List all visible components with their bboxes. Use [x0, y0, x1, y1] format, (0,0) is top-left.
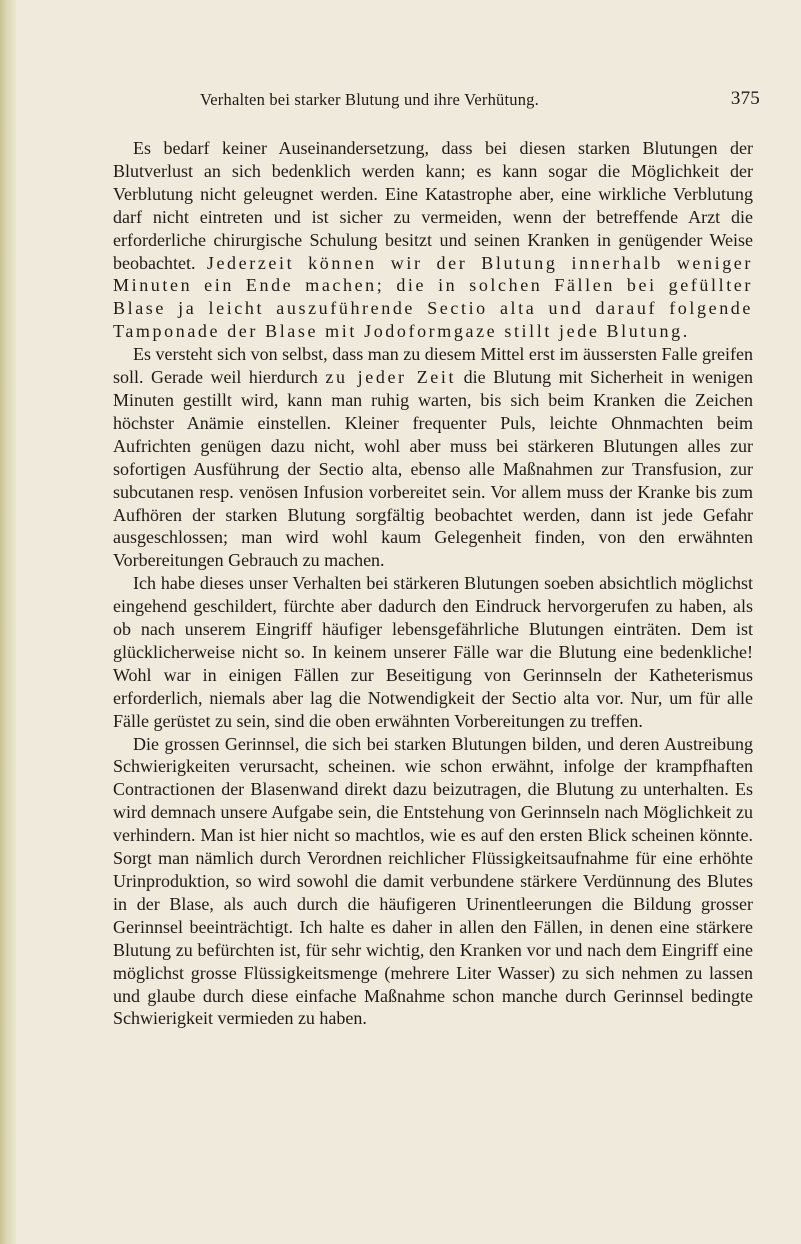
paragraph-2-text-end: die Blutung mit Sicherheit in wenigen Minuten gestillt wird, kann man ruhig warten, bis sich beim Kranken die Zeichen höchster Anämie einstellen. Kleiner frequenter Puls, leichte Ohnmachten beim Aufrichten genügen dazu nicht, wohl aber muss bei stärkeren Blutungen alles zur sofortigen Ausführung der Sectio alta, ebenso alle Maßnahmen zur Transfusion, zur subcutanen resp. venösen Infusion vorbereitet sein. Vor allem muss der Kranke bis zum Aufhören der starken Blutung sorgfältig beobachtet werden, dann ist jede Gefahr ausgeschlossen; man wird wohl kaum Gelegenheit finden, von den erwähnten Vorbereitungen Gebrauch zu machen. [113, 367, 753, 571]
paragraph-1-text: Es bedarf keiner Auseinandersetzung, dass bei diesen starken Blutungen der Blutverlust an sich bedenklich werden kann; es kann sogar die Möglichkeit der Verblutung nicht geleugnet werden. Eine Katastrophe aber, eine wirkliche Verblutung darf nicht eintreten und ist sicher zu vermeiden, wenn der betreffende Arzt die erforderliche chirurgische Schulung besitzt und seinen Kranken in genügender Weise beobachtet. [113, 138, 753, 273]
page-number: 375 [730, 88, 760, 109]
running-title: Verhalten bei starker Blutung und ihre Verhütung. [200, 90, 539, 109]
paragraph-2-text-start: Es versteht sich von selbst, dass man zu diesem Mittel erst im äussersten Falle greifen soll. Gerade weil hierdurch [113, 344, 753, 388]
paragraph-4: Die grossen Gerinnsel, die sich bei starken Blutungen bilden, und deren Austreibung Schwierigkeiten verursacht, scheinen. wie schon erwähnt, infolge der krampfhaften Contractionen der Blasenwand direkt dazu beizutragen, die Blutung zu unterhalten. Es wird demnach unsere Aufgabe sein, die Entstehung von Gerinnseln nach Möglichkeit zu verhindern. Man ist hier nicht so machtlos, wie es auf den ersten Blick scheinen könnte. Sorgt man nämlich durch Verordnen reichlicher Flüssigkeitsaufnahme für eine erhöhte Urinproduktion, so wird sowohl die damit verbundene stärkere Verdünnung des Blutes in der Blase, als auch durch die häufigeren Urinentleerungen die Bildung grosser Gerinnsel beeinträchtigt. Ich halte es daher in allen den Fällen, in denen eine stärkere Blutung zu befürchten ist, für sehr wichtig, den Kranken vor und nach dem Eingriff eine möglichst grosse Flüssigkeitsmenge (mehrere Liter Wasser) zu sich nehmen zu lassen und glaube durch diese einfache Maßnahme schon manche durch Gerinnsel bedingte Schwierigkeit vermieden zu haben. [113, 733, 753, 1029]
paragraph-2-emphasis: zu jeder Zeit [325, 367, 457, 388]
body-text [113, 137, 753, 1030]
paragraph-3: Ich habe dieses unser Verhalten bei stärkeren Blutungen soeben absichtlich möglichst eingehend geschildert, fürchte aber dadurch den Eindruck hervorgerufen zu haben, als ob nach unserem Eingriff häufiger lebensgefährliche Blutungen einträten. Dem ist glücklicherweise nicht so. In keinem unserer Fälle war die Blutung eine bedenkliche! Wohl war in einigen Fällen zur Beseitigung von Gerinnseln der Katheterismus erforderlich, niemals aber lag die Notwendigkeit der Sectio alta vor. Nur, um für alle Fälle gerüstet zu sein, sind die oben erwähnten Vorbereitungen zu treffen. [113, 573, 753, 731]
paragraph-2 [113, 343, 753, 572]
paragraph-1-emphasis: Jederzeit können wir der Blutung innerhalb weniger Minuten ein Ende machen; die in solchen Fällen bei gefüllter Blase ja leicht auszuführende Sectio alta und darauf folgende Tamponade der Blase mit Jodoformgaze stillt jede Blutung. [113, 252, 753, 342]
paragraph-1 [113, 137, 753, 343]
